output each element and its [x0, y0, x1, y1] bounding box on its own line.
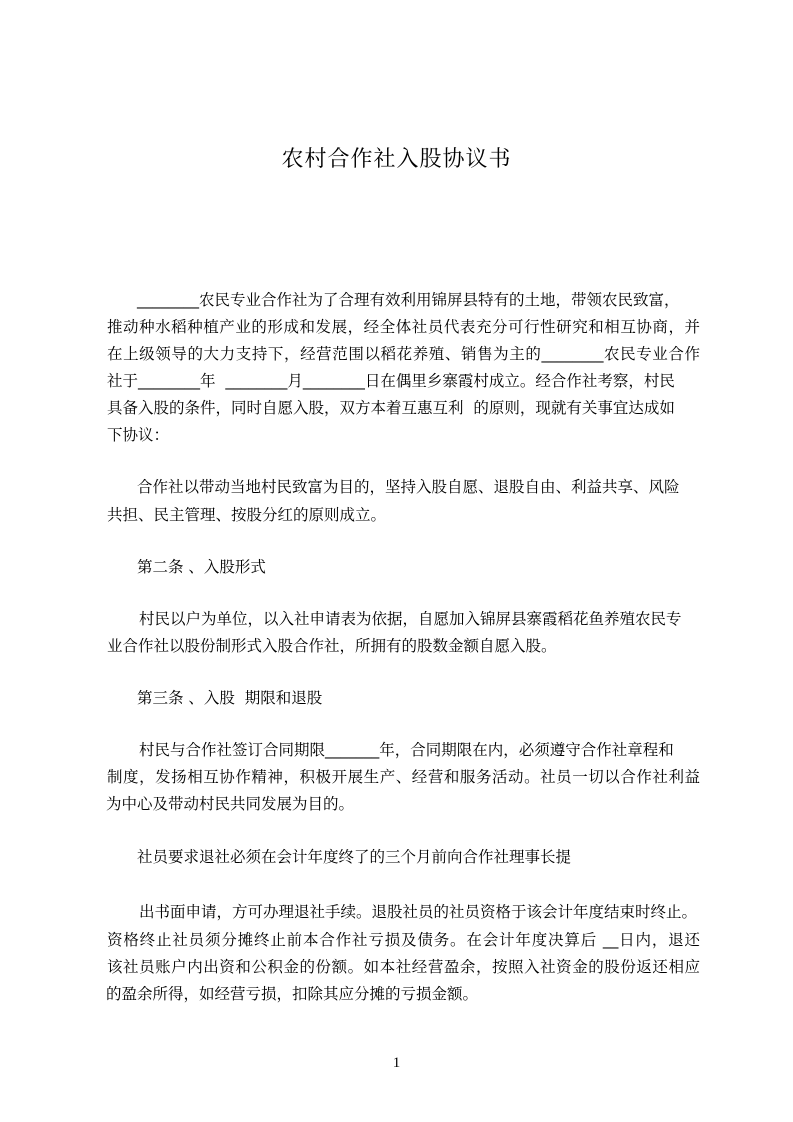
- article3-line: 村民与合作社签订合同期限_______年，合同期限在内，必须遵守合作社章程和: [139, 741, 674, 759]
- preamble-line: 社于________年 ________月________日在偶里乡寨霞村成立。经合作社考察，村民: [107, 372, 675, 390]
- article3-line: 为中心及带动村民共同发展为目的。: [106, 795, 355, 813]
- section-heading-2: 第二条 、入股形式: [137, 558, 266, 576]
- section-heading-3: 第三条 、入股 期限和退股: [137, 689, 323, 707]
- page-number: 1: [392, 1055, 401, 1071]
- preamble-line: 下协议：: [107, 426, 170, 444]
- preamble-line: ________农民专业合作社为了合理有效利用锦屏县特有的土地，带领农民致富，: [137, 291, 680, 309]
- preamble-line: 推动种水稻种植产业的形成和发展，经全体社员代表充分可行性研究和相互协商，并: [107, 318, 700, 336]
- withdraw-line: 的盈余所得，如经营亏损，扣除其应分摊的亏损金额。: [106, 985, 479, 1003]
- withdraw-line: 出书面申请，方可办理退社手续。退股社员的社员资格于该会计年度结束时终止。: [139, 903, 698, 921]
- preamble-line: 具备入股的条件，同时自愿入股，双方本着互惠互利 的原则，现就有关事宜达成如: [107, 399, 675, 417]
- withdraw-intro: 社员要求退社必须在会计年度终了的三个月前向合作社理事长提: [137, 848, 572, 866]
- article1-line: 共担、民主管理、按股分红的原则成立。: [107, 506, 387, 524]
- preamble-line: 在上级领导的大力支持下，经营范围以稻花养殖、销售为主的________农民专业合作: [107, 345, 700, 363]
- article3-line: 制度，发扬相互协作精神，积极开展生产、经营和服务活动。社员一切以合作社利益: [107, 768, 700, 786]
- withdraw-line: 资格终止社员须分摊终止前本合作社亏损及债务。在会计年度决算后 __日内，退还: [107, 931, 700, 949]
- document-title: 农村合作社入股协议书: [281, 147, 512, 172]
- article1-line: 合作社以带动当地村民致富为目的，坚持入股自愿、退股自由、利益共享、风险: [137, 478, 680, 496]
- article2-line: 业合作社以股份制形式入股合作社，所拥有的股数金额自愿入股。: [107, 637, 557, 655]
- withdraw-line: 该社员账户内出资和公积金的份额。如本社经营盈余，按照入社资金的股份返还相应: [107, 958, 700, 976]
- article2-line: 村民以户为单位，以入社申请表为依据，自愿加入锦屏县寨霞稻花鱼养殖农民专: [139, 610, 682, 628]
